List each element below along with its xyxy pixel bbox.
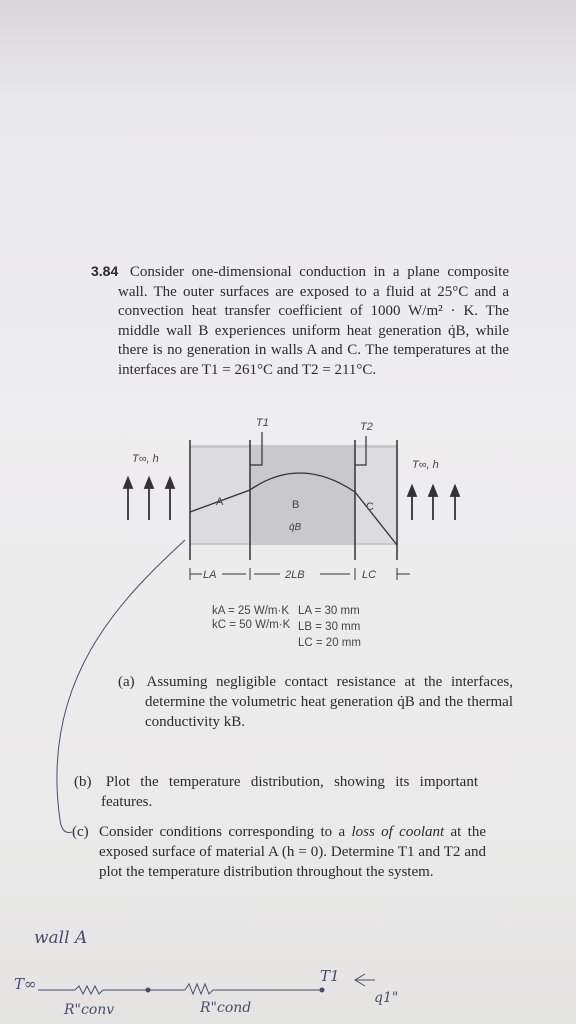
wall-b-label: B <box>292 499 300 511</box>
right-flow-arrows <box>408 486 459 520</box>
part-a <box>118 672 513 732</box>
hand-r-conv: R"conv <box>64 1002 115 1018</box>
part-c-text-1: Consider conditions corresponding to a <box>99 824 352 840</box>
lb-value: LB = 30 mm <box>298 621 361 633</box>
la-value: LA = 30 mm <box>298 605 360 617</box>
fluid-right-label: T∞, h <box>412 459 439 471</box>
part-b-text: Plot the temperature distribution, showing its important features. <box>101 774 478 810</box>
part-c-text-2: at the exposed surface of material A (h = 0). Determine T1 and T2 and plot the temperature distribution throughout the system. <box>99 824 486 880</box>
left-flow-arrows <box>124 478 174 520</box>
wall-c-label: C <box>366 501 374 513</box>
part-b <box>74 772 478 812</box>
wall-a-label: A <box>216 496 224 508</box>
problem-text: Consider one-dimensional conduction in a plane composite wall. The outer surfaces are exposed to a fluid at 25°C and a convection heat transfer coefficient of 1000 W/m² · K. The middle wall B experiences uniform heat generation q̇B, while there is no generation in walls A and C. The temperatures at the interfaces are T1 = 261°C and T2 = 211°C. <box>118 264 509 378</box>
kc-value: kC = 50 W/m·K <box>212 619 291 631</box>
lc-dim-label: LC <box>362 569 377 581</box>
part-c-label: (c) <box>72 824 89 840</box>
lc-value: LC = 20 mm <box>298 637 361 649</box>
problem-number: 3.84 <box>91 263 119 279</box>
hand-r-cond: R"cond <box>200 1000 252 1016</box>
wall-c-region <box>355 448 397 543</box>
hand-wall-a: wall A <box>34 928 88 948</box>
fluid-left-label: T∞, h <box>132 453 159 465</box>
part-b-label: (b) <box>74 774 92 790</box>
hand-q1: q1" <box>374 990 399 1006</box>
ka-value: kA = 25 W/m·K <box>212 605 290 617</box>
hand-t-inf: T∞ <box>14 975 37 993</box>
t1-label: T1 <box>256 417 269 429</box>
t2-label: T2 <box>360 421 373 433</box>
part-c-text-italic: loss of coolant <box>351 824 445 840</box>
qb-label: q̇B <box>289 522 302 533</box>
part-c <box>72 822 486 882</box>
la-dim-label: LA <box>203 569 217 581</box>
lb-dim-label: 2LB <box>285 569 305 581</box>
hand-t1: T1 <box>320 967 340 985</box>
part-a-label: (a) <box>118 674 135 690</box>
part-a-text: Assuming negligible contact resistance at the interfaces, determine the volumetric heat generation q̇B and the thermal conductivity kB. <box>145 674 513 730</box>
